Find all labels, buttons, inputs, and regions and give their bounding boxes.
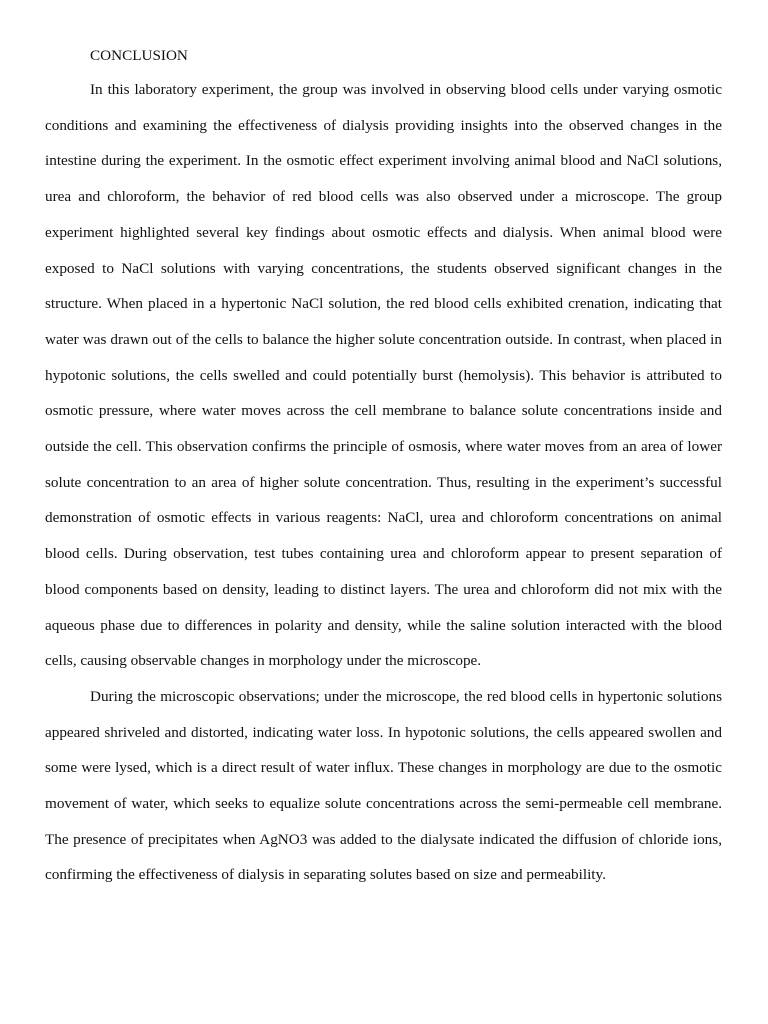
section-heading: CONCLUSION	[90, 47, 188, 64]
paragraph-1: In this laboratory experiment, the group was involved in observing blood cells under varying osmotic conditions and examining the effectiveness of dialysis providing insights into the observed changes in the intestine during the experiment. In the osmotic effect experiment involving animal blood and NaCl solutions, urea and chloroform, the behavior of red blood cells was also observed under a microscope. The group experiment highlighted several key findings about osmotic effects and dialysis. When animal blood were exposed to NaCl solutions with varying concentrations, the students observed significant changes in the structure. When placed in a hypertonic NaCl solution, the red blood cells exhibited crenation, indicating that water was drawn out of the cells to balance the higher solute concentration outside. In contrast, when placed in hypotonic solutions, the cells swelled and could potentially burst (hemolysis). This behavior is attributed to osmotic pressure, where water moves across the cell membrane to balance solute concentrations inside and outside the cell. This observation confirms the principle of osmosis, where water moves from an area of lower solute concentration to an area of higher solute concentration. Thus, resulting in the experiment’s successful demonstration of osmotic effects in various reagents: NaCl, urea and chloroform concentrations on animal blood cells. During observation, test tubes containing urea and chloroform appear to present separation of blood components based on density, leading to distinct layers. The urea and chloroform did not mix with the aqueous phase due to differences in polarity and density, while the saline solution interacted with the blood cells, causing observable changes in morphology under the microscope.	[45, 81, 722, 670]
document-page	[45, 40, 722, 893]
paragraph-2: During the microscopic observations; under the microscope, the red blood cells in hypertonic solutions appeared shriveled and distorted, indicating water loss. In hypotonic solutions, the cells appeared swollen and some were lysed, which is a direct result of water influx. These changes in morphology are due to the osmotic movement of water, which seeks to equalize solute concentrations across the semi-permeable cell membrane. The presence of precipitates when AgNO3 was added to the dialysate indicated the diffusion of chloride ions, confirming the effectiveness of dialysis in separating solutes based on size and permeability.	[45, 687, 722, 884]
